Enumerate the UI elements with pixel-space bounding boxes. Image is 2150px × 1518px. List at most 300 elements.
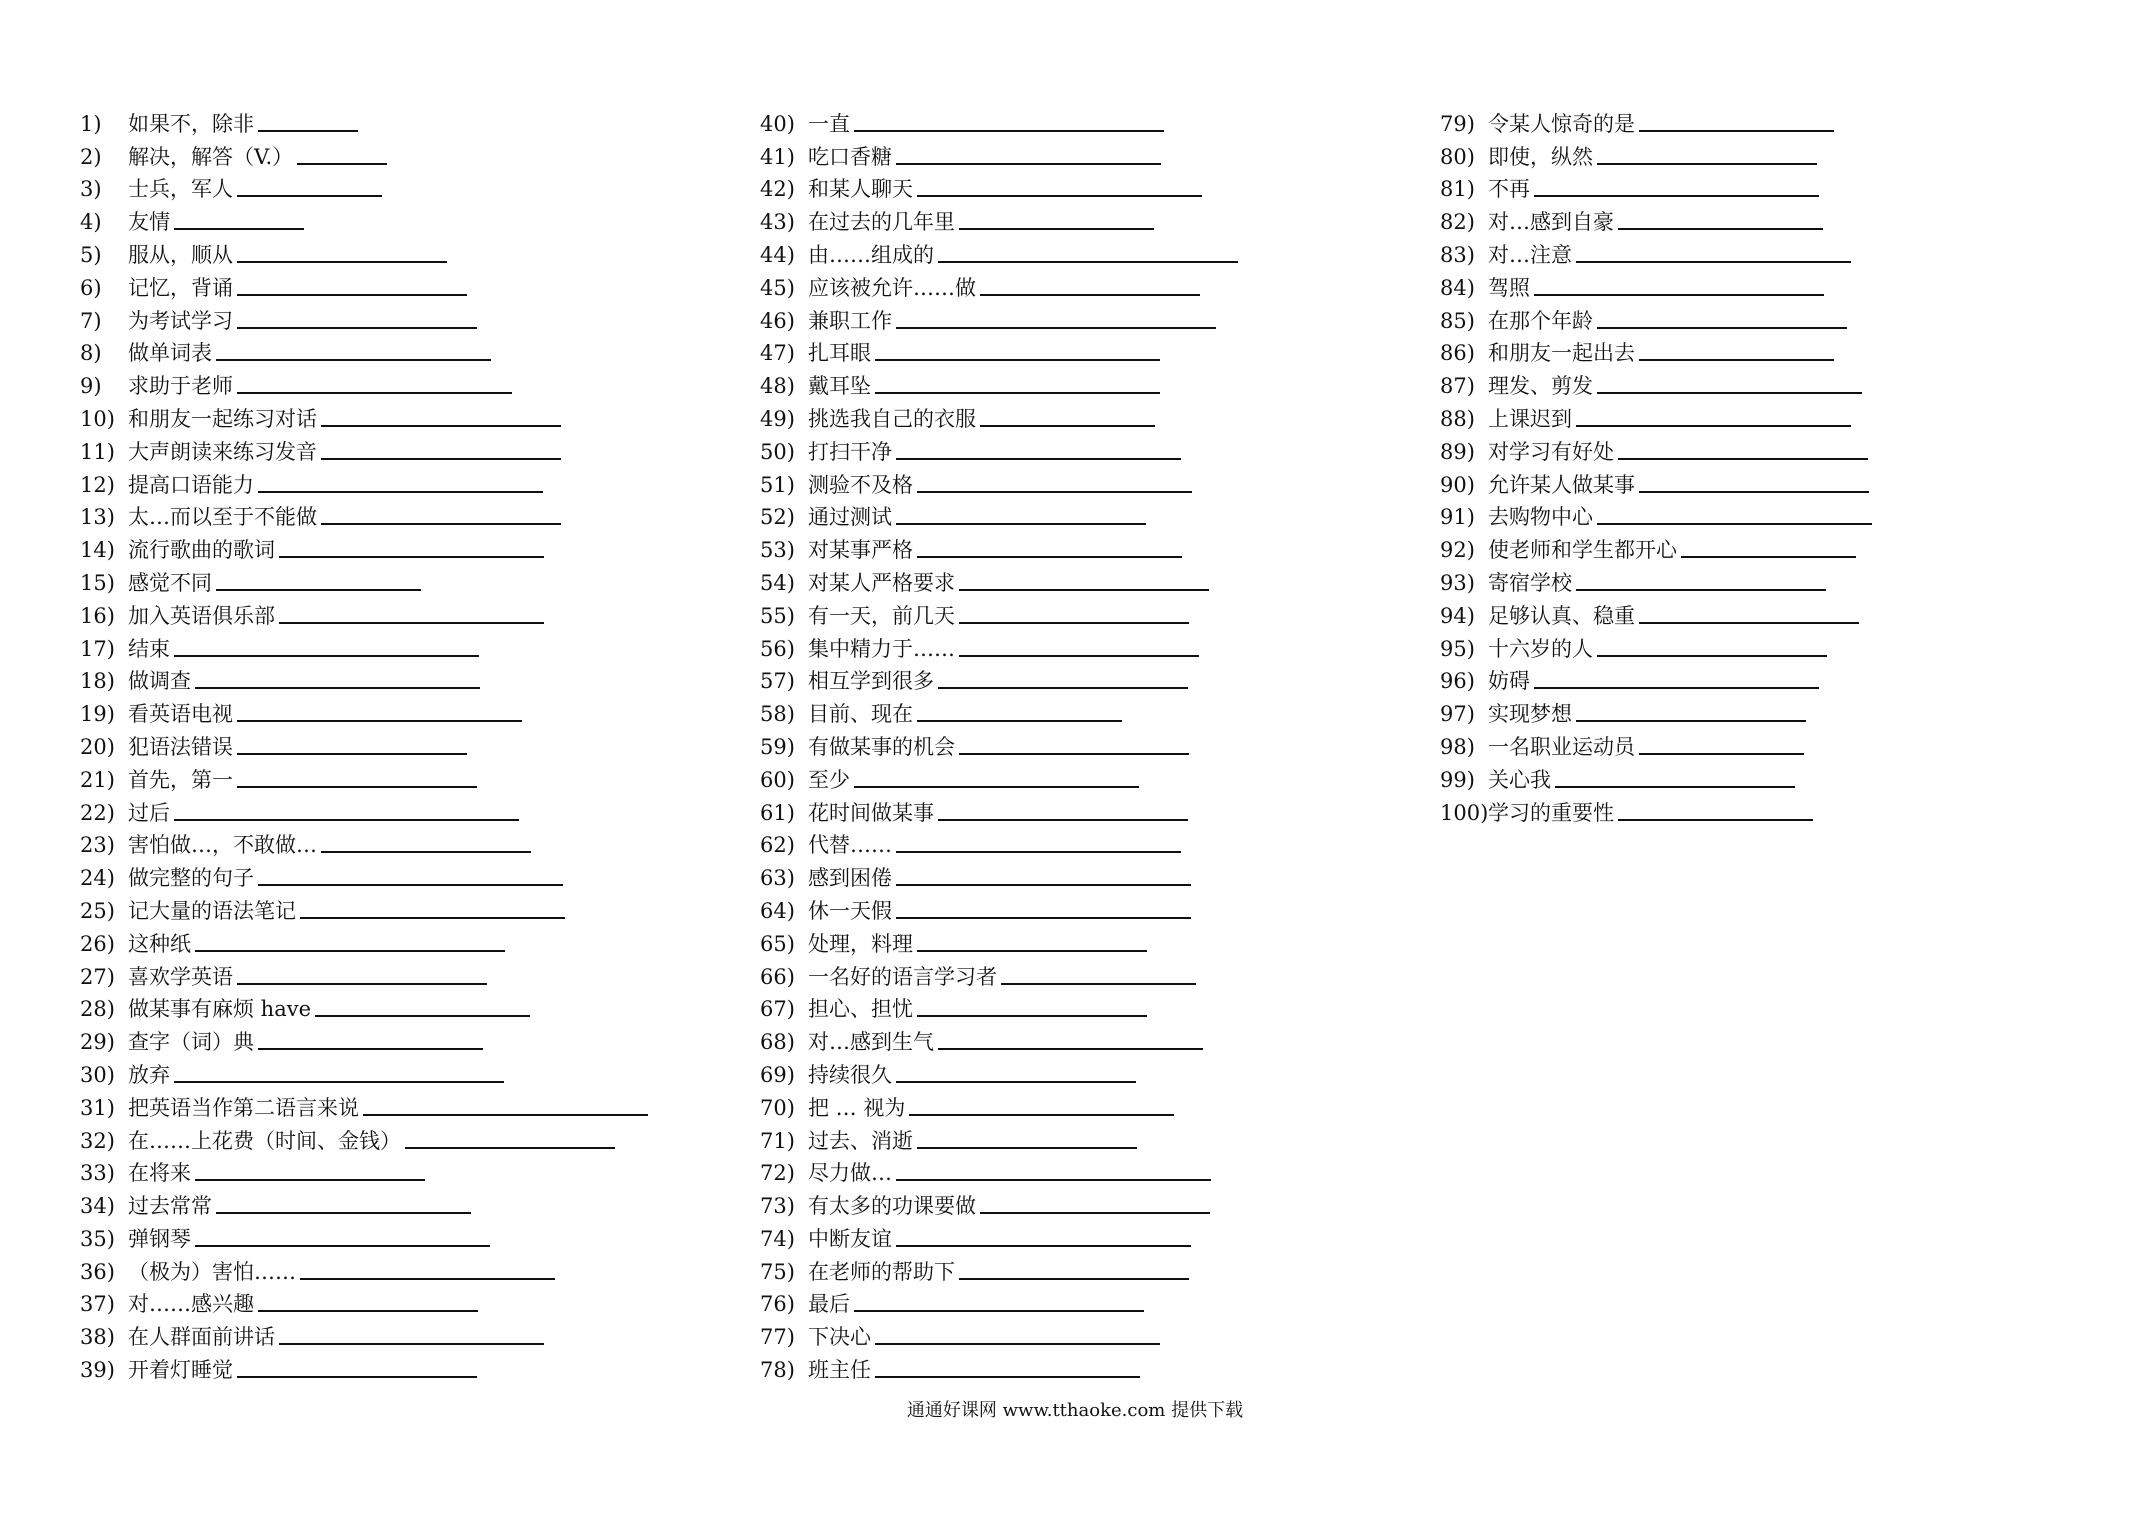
item-number: 89) [1440,439,1475,464]
phrase-item [1440,497,1872,530]
item-phrase: 把英语当作第二语言来说 [128,1095,359,1120]
answer-blank-line[interactable] [1618,819,1813,821]
item-number: 83) [1440,242,1475,267]
item-number: 47) [760,341,795,366]
answer-blank-line[interactable] [959,753,1189,755]
item-number: 41) [760,144,795,169]
item-number: 44) [760,242,795,267]
answer-blank-line[interactable] [909,1114,1174,1116]
answer-blank-line[interactable] [315,1015,530,1017]
item-phrase: 有一天，前几天 [808,603,955,628]
item-number: 4) [80,210,102,235]
item-phrase: 和朋友一起出去 [1488,341,1635,366]
answer-blank-line[interactable] [258,884,563,886]
phrase-item [760,825,1238,858]
answer-blank-line[interactable] [237,983,487,985]
item-number: 85) [1440,308,1475,333]
answer-blank-line[interactable] [321,523,561,525]
item-number: 92) [1440,538,1475,563]
item-phrase: 流行歌曲的歌词 [128,538,275,563]
item-number: 97) [1440,702,1475,727]
item-phrase: 花时间做某事 [808,800,934,825]
answer-blank-line[interactable] [195,1179,425,1181]
item-phrase: 尽力做… [808,1161,892,1186]
phrase-item [80,169,648,202]
item-number: 37) [80,1292,115,1317]
answer-blank-line[interactable] [1576,589,1826,591]
phrase-item [80,923,648,956]
phrase-item [1440,103,1872,136]
answer-blank-line[interactable] [896,458,1181,460]
item-phrase: 下决心 [808,1325,871,1350]
phrase-item [760,1349,1238,1382]
answer-blank-line[interactable] [980,294,1200,296]
phrase-item [760,431,1238,464]
item-phrase: 持续很久 [808,1062,892,1087]
answer-blank-line[interactable] [1597,163,1817,165]
phrase-item [760,234,1238,267]
phrase-item [760,726,1238,759]
answer-blank-line[interactable] [854,786,1139,788]
item-phrase: 在那个年龄 [1488,308,1593,333]
phrase-item [1440,267,1872,300]
phrase-item [80,1251,648,1284]
answer-blank-line[interactable] [917,195,1202,197]
answer-blank-line[interactable] [258,1048,483,1050]
item-number: 10) [80,406,115,431]
answer-blank-line[interactable] [258,130,358,132]
answer-blank-line[interactable] [300,1278,555,1280]
phrase-item [760,398,1238,431]
item-phrase: 学习的重要性 [1488,800,1614,825]
item-number: 14) [80,538,115,563]
answer-blank-line[interactable] [363,1114,648,1116]
phrase-item [80,234,648,267]
item-phrase: 相互学到很多 [808,669,934,694]
item-number: 99) [1440,767,1475,792]
answer-blank-line[interactable] [258,491,543,493]
phrase-item [760,857,1238,890]
answer-blank-line[interactable] [1618,228,1823,230]
item-number: 95) [1440,636,1475,661]
phrase-item [80,300,648,333]
item-number: 93) [1440,570,1475,595]
item-phrase: 上课迟到 [1488,406,1572,431]
item-phrase: 目前、现在 [808,702,913,727]
item-phrase: 担心、担忧 [808,997,913,1022]
phrase-item [760,792,1238,825]
answer-blank-line[interactable] [854,130,1164,132]
answer-blank-line[interactable] [917,556,1182,558]
item-number: 16) [80,603,115,628]
item-number: 33) [80,1161,115,1186]
item-phrase: 兼职工作 [808,308,892,333]
item-phrase: 驾照 [1488,275,1530,300]
item-phrase: 首先，第一 [128,767,233,792]
item-phrase: 使老师和学生都开心 [1488,538,1677,563]
answer-blank-line[interactable] [1639,491,1869,493]
answer-blank-line[interactable] [321,851,531,853]
answer-blank-line[interactable] [959,589,1209,591]
phrase-item [760,562,1238,595]
phrase-item [80,595,648,628]
item-number: 45) [760,275,795,300]
answer-blank-line[interactable] [1681,556,1856,558]
answer-blank-line[interactable] [1597,392,1862,394]
phrase-item [760,1120,1238,1153]
item-number: 73) [760,1194,795,1219]
item-phrase: 实现梦想 [1488,702,1572,727]
phrase-item [80,792,648,825]
phrase-item [1440,333,1872,366]
answer-blank-line[interactable] [854,1310,1144,1312]
item-number: 77) [760,1325,795,1350]
phrase-item [760,890,1238,923]
item-phrase: 至少 [808,767,850,792]
answer-blank-line[interactable] [896,523,1146,525]
answer-blank-line[interactable] [1001,983,1196,985]
item-phrase: 妨碍 [1488,669,1530,694]
answer-blank-line[interactable] [237,753,467,755]
answer-blank-line[interactable] [237,786,477,788]
answer-blank-line[interactable] [938,1048,1203,1050]
item-phrase: 吃口香糖 [808,144,892,169]
answer-blank-line[interactable] [1555,786,1795,788]
answer-blank-line[interactable] [1639,359,1834,361]
item-phrase: 令某人惊奇的是 [1488,111,1635,136]
item-number: 21) [80,767,115,792]
answer-blank-line[interactable] [195,687,480,689]
phrase-item [760,628,1238,661]
item-phrase: 求助于老师 [128,374,233,399]
item-number: 70) [760,1095,795,1120]
item-number: 48) [760,374,795,399]
answer-blank-line[interactable] [297,163,387,165]
phrase-item [760,661,1238,694]
answer-blank-line[interactable] [917,1147,1137,1149]
item-phrase: 处理，料理 [808,931,913,956]
answer-blank-line[interactable] [405,1147,615,1149]
item-number: 27) [80,964,115,989]
item-number: 8) [80,341,102,366]
item-phrase: 在人群面前讲话 [128,1325,275,1350]
item-number: 11) [80,439,115,464]
phrase-item [760,103,1238,136]
phrase-item [1440,300,1872,333]
item-phrase: 士兵，军人 [128,177,233,202]
item-number: 76) [760,1292,795,1317]
item-phrase: 在老师的帮助下 [808,1259,955,1284]
answer-blank-line[interactable] [896,1245,1191,1247]
phrase-item [80,103,648,136]
item-phrase: 有太多的功课要做 [808,1194,976,1219]
item-phrase: 允许某人做某事 [1488,472,1635,497]
phrase-item [80,989,648,1022]
item-phrase: 和朋友一起练习对话 [128,406,317,431]
item-phrase: 足够认真、稳重 [1488,603,1635,628]
answer-blank-line[interactable] [216,589,421,591]
item-number: 90) [1440,472,1475,497]
answer-blank-line[interactable] [917,720,1122,722]
phrase-item [80,365,648,398]
phrase-item [1440,595,1872,628]
answer-blank-line[interactable] [1576,425,1851,427]
answer-blank-line[interactable] [258,1310,478,1312]
answer-blank-line[interactable] [896,1081,1136,1083]
phrase-item [1440,726,1872,759]
item-phrase: （极为）害怕…… [128,1259,296,1284]
item-phrase: 代替…… [808,833,892,858]
item-number: 58) [760,702,795,727]
item-number: 86) [1440,341,1475,366]
answer-blank-line[interactable] [237,327,477,329]
phrase-item [80,562,648,595]
item-phrase: 看英语电视 [128,702,233,727]
phrase-item [80,759,648,792]
item-number: 30) [80,1062,115,1087]
answer-blank-line[interactable] [174,819,519,821]
answer-blank-line[interactable] [1534,195,1819,197]
item-phrase: 服从，顺从 [128,242,233,267]
answer-blank-line[interactable] [938,261,1238,263]
item-phrase: 挑选我自己的衣服 [808,406,976,431]
item-number: 82) [1440,210,1475,235]
answer-blank-line[interactable] [1534,294,1824,296]
answer-blank-line[interactable] [1576,261,1851,263]
phrase-item [760,1021,1238,1054]
phrase-item [80,136,648,169]
phrase-item [80,464,648,497]
answer-blank-line[interactable] [938,819,1188,821]
phrase-item [760,595,1238,628]
item-number: 88) [1440,406,1475,431]
item-number: 25) [80,898,115,923]
phrase-item [80,1349,648,1382]
phrase-item [760,169,1238,202]
answer-blank-line[interactable] [896,917,1191,919]
answer-blank-line[interactable] [279,622,544,624]
answer-blank-line[interactable] [1639,622,1859,624]
answer-blank-line[interactable] [875,1343,1160,1345]
item-number: 31) [80,1095,115,1120]
item-number: 9) [80,374,102,399]
phrase-column-1 [80,103,648,1382]
item-phrase: 如果不，除非 [128,111,254,136]
answer-blank-line[interactable] [875,359,1160,361]
phrase-item [80,1284,648,1317]
answer-blank-line[interactable] [917,950,1147,952]
phrase-column-2 [760,103,1238,1382]
item-phrase: 喜欢学英语 [128,964,233,989]
phrase-item [80,333,648,366]
item-phrase: 做单词表 [128,341,212,366]
item-number: 72) [760,1161,795,1186]
phrase-item [80,693,648,726]
answer-blank-line[interactable] [896,1179,1211,1181]
answer-blank-line[interactable] [1597,523,1872,525]
item-phrase: 感到困倦 [808,866,892,891]
item-number: 20) [80,734,115,759]
item-number: 74) [760,1226,795,1251]
phrase-item [760,1153,1238,1186]
answer-blank-line[interactable] [980,425,1155,427]
phrase-item [80,857,648,890]
phrase-item [760,989,1238,1022]
phrase-item [80,825,648,858]
answer-blank-line[interactable] [980,1212,1210,1214]
answer-blank-line[interactable] [195,1245,490,1247]
answer-blank-line[interactable] [1597,655,1827,657]
phrase-item [760,201,1238,234]
phrase-item [80,1054,648,1087]
phrase-item [760,1218,1238,1251]
phrase-item [80,1153,648,1186]
item-number: 26) [80,931,115,956]
answer-blank-line[interactable] [321,458,561,460]
item-phrase: 提高口语能力 [128,472,254,497]
item-number: 49) [760,406,795,431]
answer-blank-line[interactable] [174,228,304,230]
item-number: 23) [80,833,115,858]
answer-blank-line[interactable] [237,1376,477,1378]
item-phrase: 做某事有麻烦 have [128,997,312,1022]
item-phrase: 对…注意 [1488,242,1572,267]
item-phrase: 弹钢琴 [128,1226,191,1251]
answer-blank-line[interactable] [959,655,1199,657]
item-number: 17) [80,636,115,661]
phrase-item [80,890,648,923]
phrase-item [760,693,1238,726]
answer-blank-line[interactable] [279,1343,544,1345]
phrase-item [80,661,648,694]
item-phrase: 十六岁的人 [1488,636,1593,661]
item-phrase: 理发、剪发 [1488,374,1593,399]
phrase-item [1440,398,1872,431]
answer-blank-line[interactable] [216,1212,471,1214]
phrase-item [80,1120,648,1153]
phrase-item [760,497,1238,530]
item-number: 78) [760,1358,795,1383]
answer-blank-line[interactable] [321,425,561,427]
answer-blank-line[interactable] [959,622,1189,624]
item-number: 18) [80,669,115,694]
item-phrase: 友情 [128,210,170,235]
item-phrase: 休一天假 [808,898,892,923]
phrase-item [760,1316,1238,1349]
answer-blank-line[interactable] [237,195,382,197]
answer-blank-line[interactable] [938,687,1188,689]
answer-blank-line[interactable] [174,655,479,657]
phrase-item [80,267,648,300]
item-phrase: 班主任 [808,1358,871,1383]
item-number: 15) [80,570,115,595]
answer-blank-line[interactable] [896,327,1216,329]
item-phrase: 感觉不同 [128,570,212,595]
item-number: 40) [760,111,795,136]
item-phrase: 在过去的几年里 [808,210,955,235]
item-number: 64) [760,898,795,923]
item-phrase: 加入英语俱乐部 [128,603,275,628]
phrase-item [80,1316,648,1349]
item-phrase: 戴耳坠 [808,374,871,399]
answer-blank-line[interactable] [959,1278,1189,1280]
item-number: 69) [760,1062,795,1087]
answer-blank-line[interactable] [896,884,1191,886]
item-phrase: 为考试学习 [128,308,233,333]
answer-blank-line[interactable] [896,851,1181,853]
item-number: 42) [760,177,795,202]
item-number: 65) [760,931,795,956]
answer-blank-line[interactable] [216,359,491,361]
item-phrase: 寄宿学校 [1488,570,1572,595]
item-phrase: 这种纸 [128,931,191,956]
phrase-item [1440,529,1872,562]
item-phrase: 测验不及格 [808,472,913,497]
item-phrase: 放弃 [128,1062,170,1087]
phrase-item [1440,628,1872,661]
item-phrase: 和某人聊天 [808,177,913,202]
item-phrase: 查字（词）典 [128,1030,254,1055]
answer-blank-line[interactable] [896,163,1161,165]
answer-blank-line[interactable] [1639,130,1834,132]
item-phrase: 做调查 [128,669,191,694]
item-phrase: 由……组成的 [808,242,934,267]
answer-blank-line[interactable] [1534,687,1819,689]
item-phrase: 在将来 [128,1161,191,1186]
phrase-item [760,365,1238,398]
item-number: 1) [80,111,102,136]
item-phrase: 对某事严格 [808,538,913,563]
answer-blank-line[interactable] [279,556,544,558]
answer-blank-line[interactable] [1639,753,1804,755]
answer-blank-line[interactable] [195,950,505,952]
item-number: 12) [80,472,115,497]
answer-blank-line[interactable] [237,392,512,394]
item-phrase: 对学习有好处 [1488,439,1614,464]
answer-blank-line[interactable] [917,491,1192,493]
answer-blank-line[interactable] [237,261,447,263]
item-number: 35) [80,1226,115,1251]
item-number: 52) [760,505,795,530]
answer-blank-line[interactable] [917,1015,1147,1017]
answer-blank-line[interactable] [1597,327,1847,329]
item-number: 100) [1440,800,1489,825]
answer-blank-line[interactable] [1576,720,1806,722]
item-phrase: 对…感到自豪 [1488,210,1614,235]
item-phrase: 把 … 视为 [808,1095,906,1120]
item-number: 22) [80,800,115,825]
item-number: 34) [80,1194,115,1219]
answer-blank-line[interactable] [174,1081,504,1083]
item-number: 84) [1440,275,1475,300]
item-number: 2) [80,144,102,169]
phrase-item [760,956,1238,989]
answer-blank-line[interactable] [237,294,467,296]
item-number: 56) [760,636,795,661]
answer-blank-line[interactable] [959,228,1154,230]
answer-blank-line[interactable] [237,720,522,722]
phrase-item [760,333,1238,366]
item-phrase: 在……上花费（时间、金钱） [128,1128,401,1153]
answer-blank-line[interactable] [300,917,565,919]
answer-blank-line[interactable] [875,1376,1140,1378]
answer-blank-line[interactable] [875,392,1160,394]
phrase-item [80,431,648,464]
phrase-item [1440,234,1872,267]
item-number: 50) [760,439,795,464]
answer-blank-line[interactable] [1618,458,1868,460]
item-number: 79) [1440,111,1475,136]
